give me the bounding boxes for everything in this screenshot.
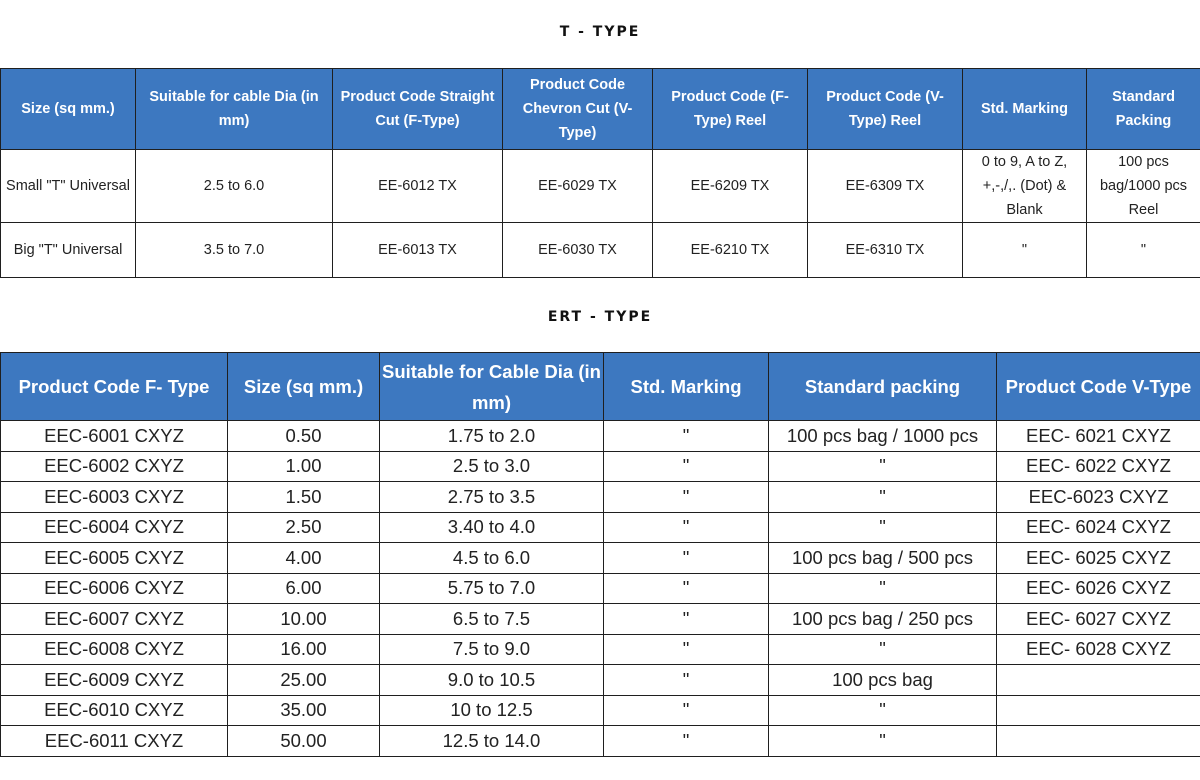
cell-std-marking: " [604, 421, 769, 452]
cell-size: 16.00 [228, 634, 380, 665]
cell-code-v-type: EEC-6023 CXYZ [997, 482, 1200, 513]
cell-packing: " [769, 634, 997, 665]
cell-std-marking: " [604, 543, 769, 574]
col-header-packing: Standard packing [769, 353, 997, 421]
cell-size: 10.00 [228, 604, 380, 635]
cell-code-f-type: EEC-6002 CXYZ [1, 451, 228, 482]
cell-code-v-type [997, 695, 1200, 726]
table-row [1, 223, 1200, 278]
cell-std-marking: " [604, 695, 769, 726]
col-header-std-marking: Std. Marking [963, 69, 1087, 150]
cell-packing: " [769, 726, 997, 757]
cell-code-chevron: EE-6030 TX [503, 223, 653, 278]
table-row [1, 604, 1200, 635]
cell-size: 1.50 [228, 482, 380, 513]
cell-size: Small "T" Universal [1, 150, 136, 223]
cell-cable-dia: 12.5 to 14.0 [380, 726, 604, 757]
cell-cable-dia: 2.5 to 3.0 [380, 451, 604, 482]
table-row [1, 634, 1200, 665]
cell-code-v-type: EEC- 6021 CXYZ [997, 421, 1200, 452]
cell-code-f-reel: EE-6209 TX [653, 150, 808, 223]
cell-code-f-type: EEC-6005 CXYZ [1, 543, 228, 574]
cell-packing: " [1087, 223, 1200, 278]
cell-packing: 100 pcs bag / 500 pcs [769, 543, 997, 574]
cell-packing: " [769, 512, 997, 543]
t-type-header-row [1, 69, 1200, 150]
cell-cable-dia: 1.75 to 2.0 [380, 421, 604, 452]
cell-size: 4.00 [228, 543, 380, 574]
cell-size: 6.00 [228, 573, 380, 604]
cell-code-f-type: EEC-6011 CXYZ [1, 726, 228, 757]
cell-cable-dia: 3.40 to 4.0 [380, 512, 604, 543]
cell-cable-dia: 2.75 to 3.5 [380, 482, 604, 513]
table-row [1, 573, 1200, 604]
col-header-cable-dia: Suitable for cable Dia (in mm) [136, 69, 333, 150]
col-header-size: Size (sq mm.) [1, 69, 136, 150]
ert-type-title: ERT - TYPE [547, 309, 653, 325]
cell-code-f-type: EEC-6008 CXYZ [1, 634, 228, 665]
cell-size: 35.00 [228, 695, 380, 726]
table-row [1, 421, 1200, 452]
table-row [1, 665, 1200, 696]
cell-code-v-type: EEC- 6022 CXYZ [997, 451, 1200, 482]
table-row [1, 150, 1200, 223]
col-header-code-straight: Product Code Straight Cut (F-Type) [333, 69, 503, 150]
cell-cable-dia: 2.5 to 6.0 [136, 150, 333, 223]
cell-std-marking: " [963, 223, 1087, 278]
cell-code-v-type: EEC- 6027 CXYZ [997, 604, 1200, 635]
cell-code-v-type [997, 726, 1200, 757]
cell-code-v-type: EEC- 6024 CXYZ [997, 512, 1200, 543]
cell-cable-dia: 4.5 to 6.0 [380, 543, 604, 574]
cell-code-f-type: EEC-6006 CXYZ [1, 573, 228, 604]
t-type-table [0, 68, 1200, 278]
cell-code-f-type: EEC-6003 CXYZ [1, 482, 228, 513]
ert-type-header-row [1, 353, 1200, 421]
cell-packing: " [769, 482, 997, 513]
col-header-size: Size (sq mm.) [228, 353, 380, 421]
col-header-cable-dia: Suitable for Cable Dia (in mm) [380, 353, 604, 421]
cell-std-marking: 0 to 9, A to Z, +,-,/,. (Dot) & Blank [963, 150, 1087, 223]
cell-std-marking: " [604, 604, 769, 635]
col-header-code-chevron: Product Code Chevron Cut (V-Type) [503, 69, 653, 150]
t-type-title: T - TYPE [559, 24, 641, 40]
cell-code-straight: EE-6013 TX [333, 223, 503, 278]
cell-packing: 100 pcs bag/1000 pcs Reel [1087, 150, 1200, 223]
cell-cable-dia: 10 to 12.5 [380, 695, 604, 726]
cell-std-marking: " [604, 451, 769, 482]
cell-code-f-type: EEC-6007 CXYZ [1, 604, 228, 635]
cell-std-marking: " [604, 482, 769, 513]
cell-std-marking: " [604, 512, 769, 543]
cell-code-v-type: EEC- 6028 CXYZ [997, 634, 1200, 665]
cell-code-f-type: EEC-6009 CXYZ [1, 665, 228, 696]
cell-std-marking: " [604, 634, 769, 665]
ert-type-body [1, 421, 1200, 757]
cell-packing: " [769, 451, 997, 482]
table-row [1, 482, 1200, 513]
cell-code-v-reel: EE-6309 TX [808, 150, 963, 223]
cell-cable-dia: 5.75 to 7.0 [380, 573, 604, 604]
cell-size: 25.00 [228, 665, 380, 696]
cell-size: 2.50 [228, 512, 380, 543]
cell-packing: " [769, 573, 997, 604]
cell-code-v-reel: EE-6310 TX [808, 223, 963, 278]
table-row [1, 695, 1200, 726]
table-row [1, 451, 1200, 482]
cell-std-marking: " [604, 665, 769, 696]
cell-packing: 100 pcs bag [769, 665, 997, 696]
cell-packing: 100 pcs bag / 1000 pcs [769, 421, 997, 452]
cell-cable-dia: 3.5 to 7.0 [136, 223, 333, 278]
cell-code-chevron: EE-6029 TX [503, 150, 653, 223]
cell-cable-dia: 6.5 to 7.5 [380, 604, 604, 635]
cell-cable-dia: 7.5 to 9.0 [380, 634, 604, 665]
col-header-packing: Standard Packing [1087, 69, 1200, 150]
table-row [1, 726, 1200, 757]
cell-packing: 100 pcs bag / 250 pcs [769, 604, 997, 635]
cell-code-f-type: EEC-6004 CXYZ [1, 512, 228, 543]
col-header-code-f-reel: Product Code (F-Type) Reel [653, 69, 808, 150]
col-header-std-marking: Std. Marking [604, 353, 769, 421]
col-header-code-v-type: Product Code V-Type [997, 353, 1200, 421]
cell-size: 50.00 [228, 726, 380, 757]
cell-size: 1.00 [228, 451, 380, 482]
col-header-code-v-reel: Product Code (V-Type) Reel [808, 69, 963, 150]
table-row [1, 512, 1200, 543]
cell-code-f-type: EEC-6010 CXYZ [1, 695, 228, 726]
cell-packing: " [769, 695, 997, 726]
cell-code-v-type [997, 665, 1200, 696]
cell-cable-dia: 9.0 to 10.5 [380, 665, 604, 696]
cell-std-marking: " [604, 573, 769, 604]
cell-code-straight: EE-6012 TX [333, 150, 503, 223]
cell-size: Big "T" Universal [1, 223, 136, 278]
cell-code-v-type: EEC- 6025 CXYZ [997, 543, 1200, 574]
cell-std-marking: " [604, 726, 769, 757]
col-header-code-f-type: Product Code F- Type [1, 353, 228, 421]
cell-code-v-type: EEC- 6026 CXYZ [997, 573, 1200, 604]
cell-code-f-type: EEC-6001 CXYZ [1, 421, 228, 452]
cell-code-f-reel: EE-6210 TX [653, 223, 808, 278]
cell-size: 0.50 [228, 421, 380, 452]
table-row [1, 543, 1200, 574]
ert-type-table [0, 352, 1200, 757]
